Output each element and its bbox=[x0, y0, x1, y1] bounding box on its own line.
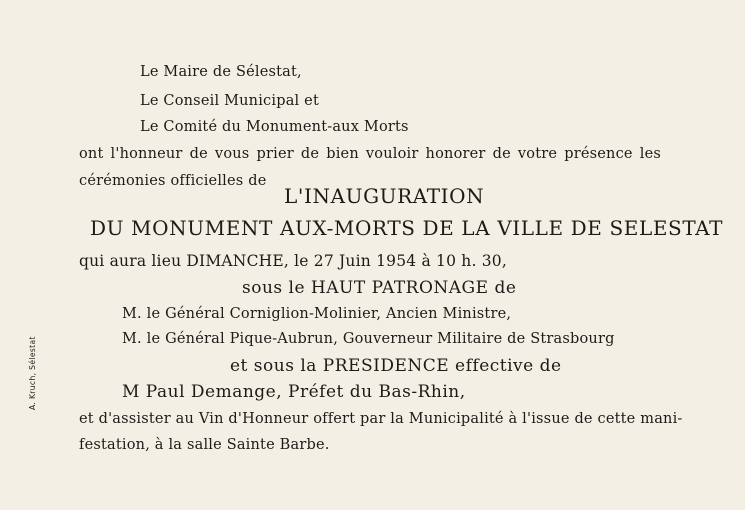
president: M Paul Demange, Préfet du Bas-Rhin, bbox=[122, 382, 466, 402]
patron-1: M. le Général Corniglion-Molinier, Ancien Ministre, bbox=[122, 306, 512, 322]
intro-line: ont l'honneur de vous prier de bien vouloir honorer de votre présence les bbox=[79, 146, 661, 162]
date-line: qui aura lieu DIMANCHE, le 27 Juin 1954 à 10 h. 30, bbox=[79, 252, 507, 270]
host-committee: Le Comité du Monument-aux Morts bbox=[140, 119, 409, 135]
title-line-1: L'INAUGURATION bbox=[284, 184, 485, 208]
ceremony-prefix: cérémonies officielles de bbox=[79, 173, 267, 189]
printer-imprint: A. Kruch, Sélestat bbox=[28, 336, 37, 410]
host-council: Le Conseil Municipal et bbox=[140, 93, 319, 109]
closing-line-1: et d'assister au Vin d'Honneur offert par la Municipalité à l'issue de cette mani- bbox=[79, 411, 683, 427]
title-line-2: DU MONUMENT AUX-MORTS DE LA VILLE DE SELESTAT bbox=[90, 216, 724, 240]
patron-2: M. le Général Pique-Aubrun, Gouverneur Militaire de Strasbourg bbox=[122, 331, 615, 347]
patronage-line: sous le HAUT PATRONAGE de bbox=[242, 278, 517, 298]
host-mayor: Le Maire de Sélestat, bbox=[140, 64, 302, 80]
closing-line-2: festation, à la salle Sainte Barbe. bbox=[79, 437, 330, 453]
presidence-line: et sous la PRESIDENCE effective de bbox=[230, 356, 562, 376]
